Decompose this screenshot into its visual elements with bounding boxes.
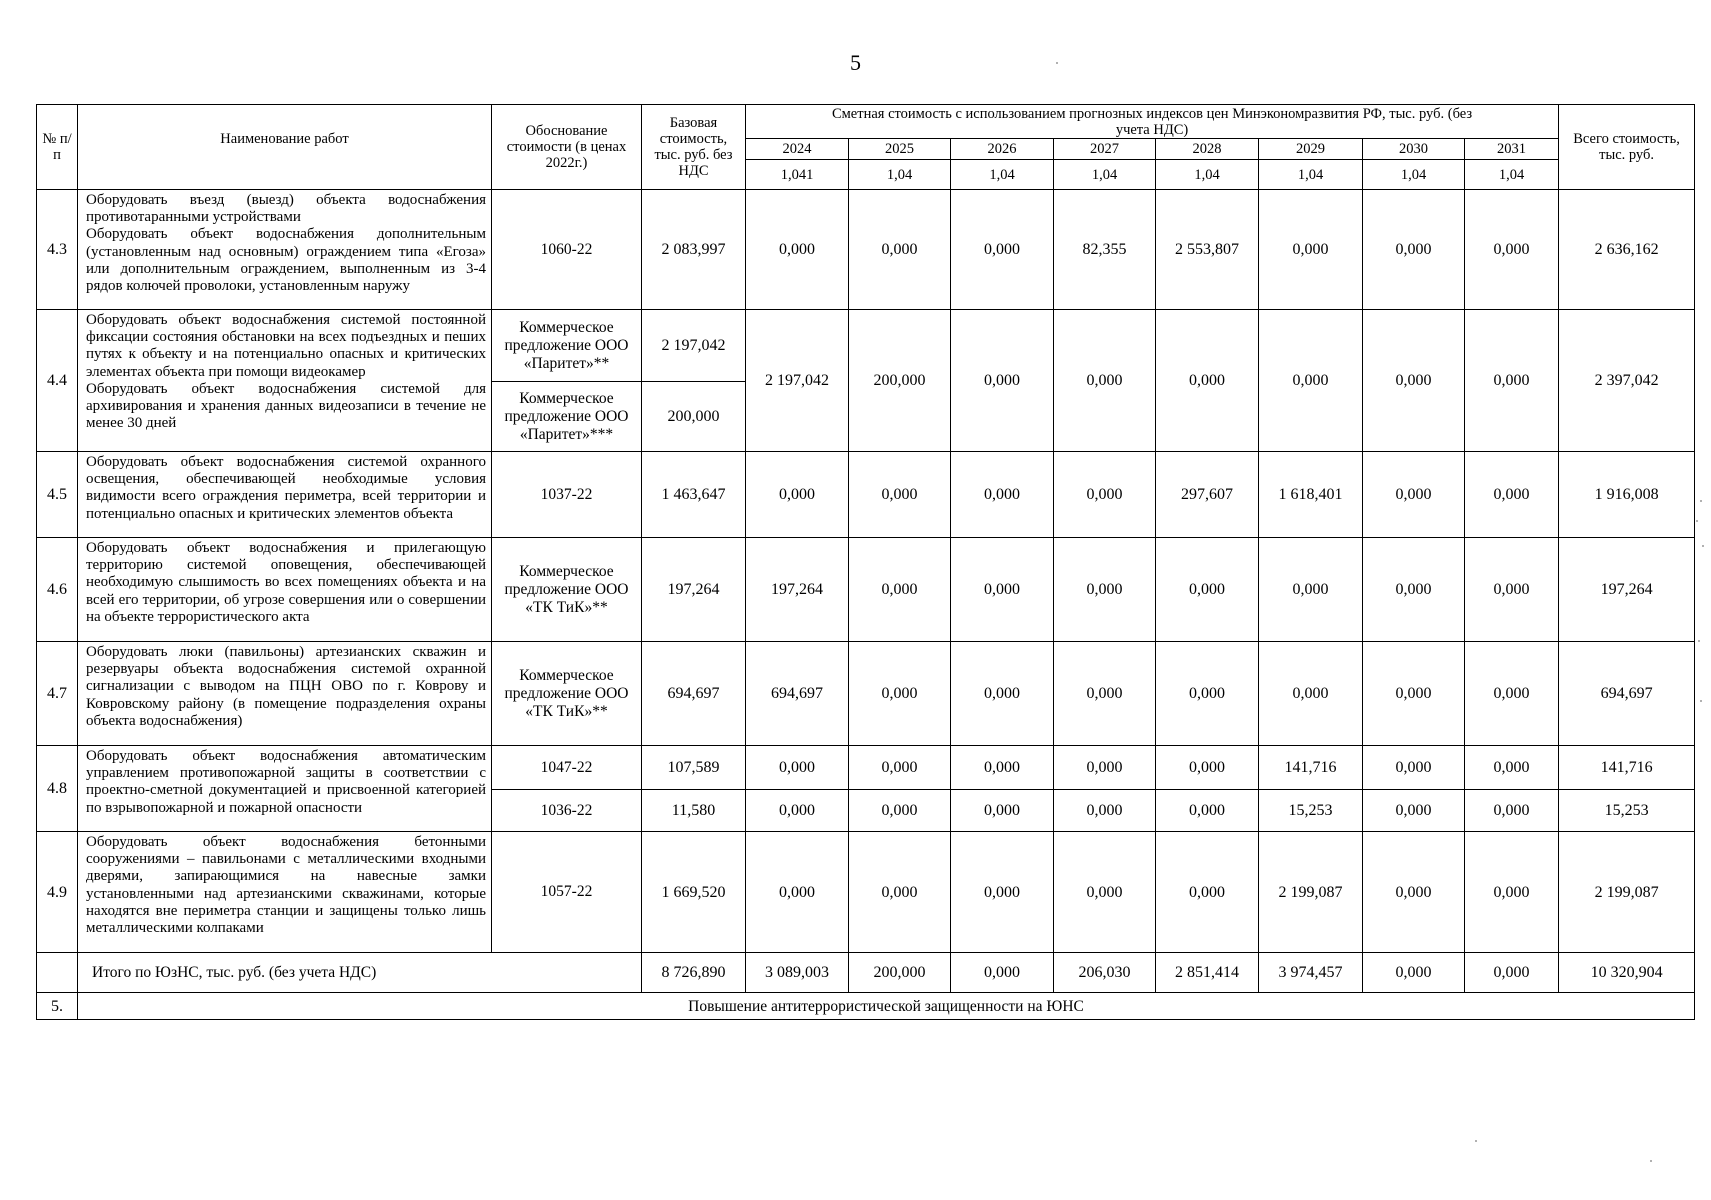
year-cost: 0,000 — [1054, 538, 1156, 642]
header-base-cost: Базовая стоимость, тыс. руб. без НДС — [642, 105, 746, 190]
year-cost: 0,000 — [1054, 832, 1156, 953]
year-cost: 0,000 — [1363, 642, 1465, 746]
base-cost: 11,580 — [642, 790, 746, 832]
year-cost: 0,000 — [746, 452, 849, 538]
index-value: 1,04 — [1259, 160, 1363, 190]
page-number: 5 — [850, 50, 861, 75]
year-cost: 0,000 — [1465, 832, 1559, 953]
year-cost: 0,000 — [1156, 538, 1259, 642]
summary-year-cost: 3 974,457 — [1259, 953, 1363, 993]
cost-basis: Коммерческое предложение ООО «Паритет»*** — [492, 382, 642, 452]
table-row — [37, 452, 1695, 538]
summary-base-cost: 8 726,890 — [642, 953, 746, 993]
year-cost: 0,000 — [746, 190, 849, 310]
work-name: Оборудовать объект водоснабжения системой постоянной фиксации состояния обстановки на всех подъездных и пеших путях к объекту и на потенциально опасных и критических элементах объекта при помощи видеокамер Оборудовать объект водоснабжения системой для архивирования и хранения данных видеозаписи в течение не менее 30 дней — [78, 310, 492, 452]
year-cost: 0,000 — [951, 790, 1054, 832]
summary-year-cost: 200,000 — [849, 953, 951, 993]
header-num: № п/п — [37, 105, 78, 190]
year-cost: 0,000 — [849, 452, 951, 538]
year-cost: 0,000 — [1465, 452, 1559, 538]
year-cost: 0,000 — [1465, 538, 1559, 642]
header-total: Всего стоимость, тыс. руб. — [1559, 105, 1695, 190]
base-cost: 694,697 — [642, 642, 746, 746]
cost-basis: 1037-22 — [492, 452, 642, 538]
row-number: 4.9 — [37, 832, 78, 953]
base-cost: 107,589 — [642, 746, 746, 790]
year-cost: 0,000 — [746, 790, 849, 832]
year-cost: 0,000 — [1054, 452, 1156, 538]
year-cost: 0,000 — [746, 746, 849, 790]
total-cost: 694,697 — [1559, 642, 1695, 746]
year-cost: 0,000 — [951, 452, 1054, 538]
summary-total: 10 320,904 — [1559, 953, 1695, 993]
summary-label: Итого по ЮзНС, тыс. руб. (без учета НДС) — [78, 953, 642, 993]
year-cost: 82,355 — [1054, 190, 1156, 310]
year-header: 2028 — [1156, 139, 1259, 160]
summary-year-cost: 0,000 — [951, 953, 1054, 993]
year-cost: 0,000 — [1465, 190, 1559, 310]
year-cost: 0,000 — [951, 746, 1054, 790]
work-name: Оборудовать объект водоснабжения бетонными сооружениями – павильонами с металлическими входными дверями, запирающимися на навесные замки установленными над артезианскими скважинами, которые находятся вне периметра станции и защищены только лишь металлическими колпаками — [78, 832, 492, 953]
section-row — [37, 993, 1695, 1020]
year-header: 2030 — [1363, 139, 1465, 160]
header-estimate-group: Сметная стоимость с использованием прогнозных индексов цен Минэкономразвития РФ, тыс. руб. (без учета НДС) — [746, 105, 1559, 139]
year-cost: 0,000 — [951, 832, 1054, 953]
year-cost: 200,000 — [849, 310, 951, 452]
section-title: Повышение антитеррористической защищенности на ЮНС — [78, 993, 1695, 1020]
year-cost: 0,000 — [1054, 746, 1156, 790]
table-row — [37, 190, 1695, 310]
header-name: Наименование работ — [78, 105, 492, 190]
year-cost: 0,000 — [1259, 310, 1363, 452]
work-name: Оборудовать объект водоснабжения системой охранного освещения, обеспечивающей необходимые условия видимости всего ограждения периметра, всей территории и потенциально опасных и критических элементов объекта — [78, 452, 492, 538]
total-cost: 2 636,162 — [1559, 190, 1695, 310]
total-cost: 197,264 — [1559, 538, 1695, 642]
summary-year-cost: 206,030 — [1054, 953, 1156, 993]
year-cost: 0,000 — [1465, 746, 1559, 790]
total-cost: 141,716 — [1559, 746, 1695, 790]
year-cost: 141,716 — [1259, 746, 1363, 790]
row-number: 4.4 — [37, 310, 78, 452]
row-number: 4.5 — [37, 452, 78, 538]
year-cost: 0,000 — [849, 190, 951, 310]
index-value: 1,041 — [746, 160, 849, 190]
base-cost: 197,264 — [642, 538, 746, 642]
index-value: 1,04 — [849, 160, 951, 190]
header-basis: Обоснование стоимости (в ценах 2022г.) — [492, 105, 642, 190]
year-cost: 0,000 — [1156, 832, 1259, 953]
cost-basis: 1057-22 — [492, 832, 642, 953]
year-cost: 0,000 — [1156, 642, 1259, 746]
base-cost: 1 463,647 — [642, 452, 746, 538]
year-cost: 0,000 — [1259, 190, 1363, 310]
year-cost: 2 199,087 — [1259, 832, 1363, 953]
work-name: Оборудовать люки (павильоны) артезианских скважин и резервуары объекта водоснабжения системой охранной сигнализации с выводом на ПЦН ОВО по г. Коврову и Ковровскому району (в помещение подразделения охраны объекта водоснабжения) — [78, 642, 492, 746]
year-cost: 0,000 — [951, 190, 1054, 310]
year-cost: 0,000 — [849, 832, 951, 953]
row-number: 4.7 — [37, 642, 78, 746]
base-cost: 2 083,997 — [642, 190, 746, 310]
year-header: 2027 — [1054, 139, 1156, 160]
year-cost: 0,000 — [1054, 642, 1156, 746]
year-cost: 2 553,807 — [1156, 190, 1259, 310]
year-cost: 0,000 — [849, 642, 951, 746]
cost-basis: Коммерческое предложение ООО «ТК ТиК»** — [492, 642, 642, 746]
year-cost: 2 197,042 — [746, 310, 849, 452]
year-cost: 0,000 — [1363, 832, 1465, 953]
work-name: Оборудовать объект водоснабжения автоматическим управлением противопожарной защиты в соответствии с проектно-сметной документацией и присвоенной категорией по взрывопожарной и пожарной опасности — [78, 746, 492, 832]
summary-row — [37, 953, 1695, 993]
year-cost: 694,697 — [746, 642, 849, 746]
year-cost: 0,000 — [1465, 642, 1559, 746]
year-cost: 0,000 — [951, 310, 1054, 452]
year-cost: 0,000 — [1156, 746, 1259, 790]
year-cost: 0,000 — [1156, 310, 1259, 452]
section-number: 5. — [37, 993, 78, 1020]
year-cost: 0,000 — [951, 538, 1054, 642]
cost-basis: 1060-22 — [492, 190, 642, 310]
index-value: 1,04 — [951, 160, 1054, 190]
cost-basis: Коммерческое предложение ООО «Паритет»** — [492, 310, 642, 382]
summary-number-cell — [37, 953, 78, 993]
cost-basis: 1036-22 — [492, 790, 642, 832]
cost-table — [36, 104, 1695, 1020]
base-cost: 200,000 — [642, 382, 746, 452]
total-cost: 1 916,008 — [1559, 452, 1695, 538]
table-row — [37, 642, 1695, 746]
year-cost: 0,000 — [849, 746, 951, 790]
year-cost: 15,253 — [1259, 790, 1363, 832]
year-cost: 0,000 — [1363, 790, 1465, 832]
summary-year-cost: 3 089,003 — [746, 953, 849, 993]
year-header: 2026 — [951, 139, 1054, 160]
year-header: 2029 — [1259, 139, 1363, 160]
year-cost: 297,607 — [1156, 452, 1259, 538]
work-name: Оборудовать объект водоснабжения и прилегающую территорию системой оповещения, обеспечивающей необходимую слышимость во всех помещениях объекта и на всей его территории, об угрозе совершения или о совершении на объекте террористического акта — [78, 538, 492, 642]
year-cost: 0,000 — [1363, 190, 1465, 310]
year-cost: 197,264 — [746, 538, 849, 642]
year-cost: 0,000 — [1259, 538, 1363, 642]
year-header: 2031 — [1465, 139, 1559, 160]
year-cost: 0,000 — [1259, 642, 1363, 746]
summary-year-cost: 2 851,414 — [1156, 953, 1259, 993]
index-value: 1,04 — [1156, 160, 1259, 190]
year-cost: 0,000 — [1465, 790, 1559, 832]
year-cost: 0,000 — [1465, 310, 1559, 452]
table-row — [37, 310, 1695, 382]
year-cost: 0,000 — [1054, 790, 1156, 832]
table-body — [37, 190, 1695, 1020]
year-cost: 0,000 — [1363, 452, 1465, 538]
year-cost: 0,000 — [1054, 310, 1156, 452]
year-cost: 0,000 — [1363, 746, 1465, 790]
year-cost: 0,000 — [1363, 310, 1465, 452]
table-row — [37, 746, 1695, 790]
year-cost: 0,000 — [849, 790, 951, 832]
cost-basis: 1047-22 — [492, 746, 642, 790]
row-number: 4.3 — [37, 190, 78, 310]
total-cost: 15,253 — [1559, 790, 1695, 832]
row-number: 4.8 — [37, 746, 78, 832]
base-cost: 1 669,520 — [642, 832, 746, 953]
summary-year-cost: 0,000 — [1363, 953, 1465, 993]
row-number: 4.6 — [37, 538, 78, 642]
table-row — [37, 538, 1695, 642]
base-cost: 2 197,042 — [642, 310, 746, 382]
year-header: 2024 — [746, 139, 849, 160]
summary-year-cost: 0,000 — [1465, 953, 1559, 993]
total-cost: 2 199,087 — [1559, 832, 1695, 953]
work-name: Оборудовать въезд (выезд) объекта водоснабжения противотаранными устройствами Оборудовать объект водоснабжения дополнительным (установленным над основным) ограждением типа «Егоза» или дополнительным ограждением, выполненным из 3-4 рядов колючей проволоки, установленным наружу — [78, 190, 492, 310]
index-value: 1,04 — [1465, 160, 1559, 190]
index-value: 1,04 — [1054, 160, 1156, 190]
year-cost: 0,000 — [951, 642, 1054, 746]
year-cost: 0,000 — [746, 832, 849, 953]
table-row — [37, 832, 1695, 953]
year-cost: 1 618,401 — [1259, 452, 1363, 538]
year-cost: 0,000 — [849, 538, 951, 642]
year-header: 2025 — [849, 139, 951, 160]
index-value: 1,04 — [1363, 160, 1465, 190]
year-cost: 0,000 — [1156, 790, 1259, 832]
total-cost: 2 397,042 — [1559, 310, 1695, 452]
cost-basis: Коммерческое предложение ООО «ТК ТиК»** — [492, 538, 642, 642]
year-cost: 0,000 — [1363, 538, 1465, 642]
